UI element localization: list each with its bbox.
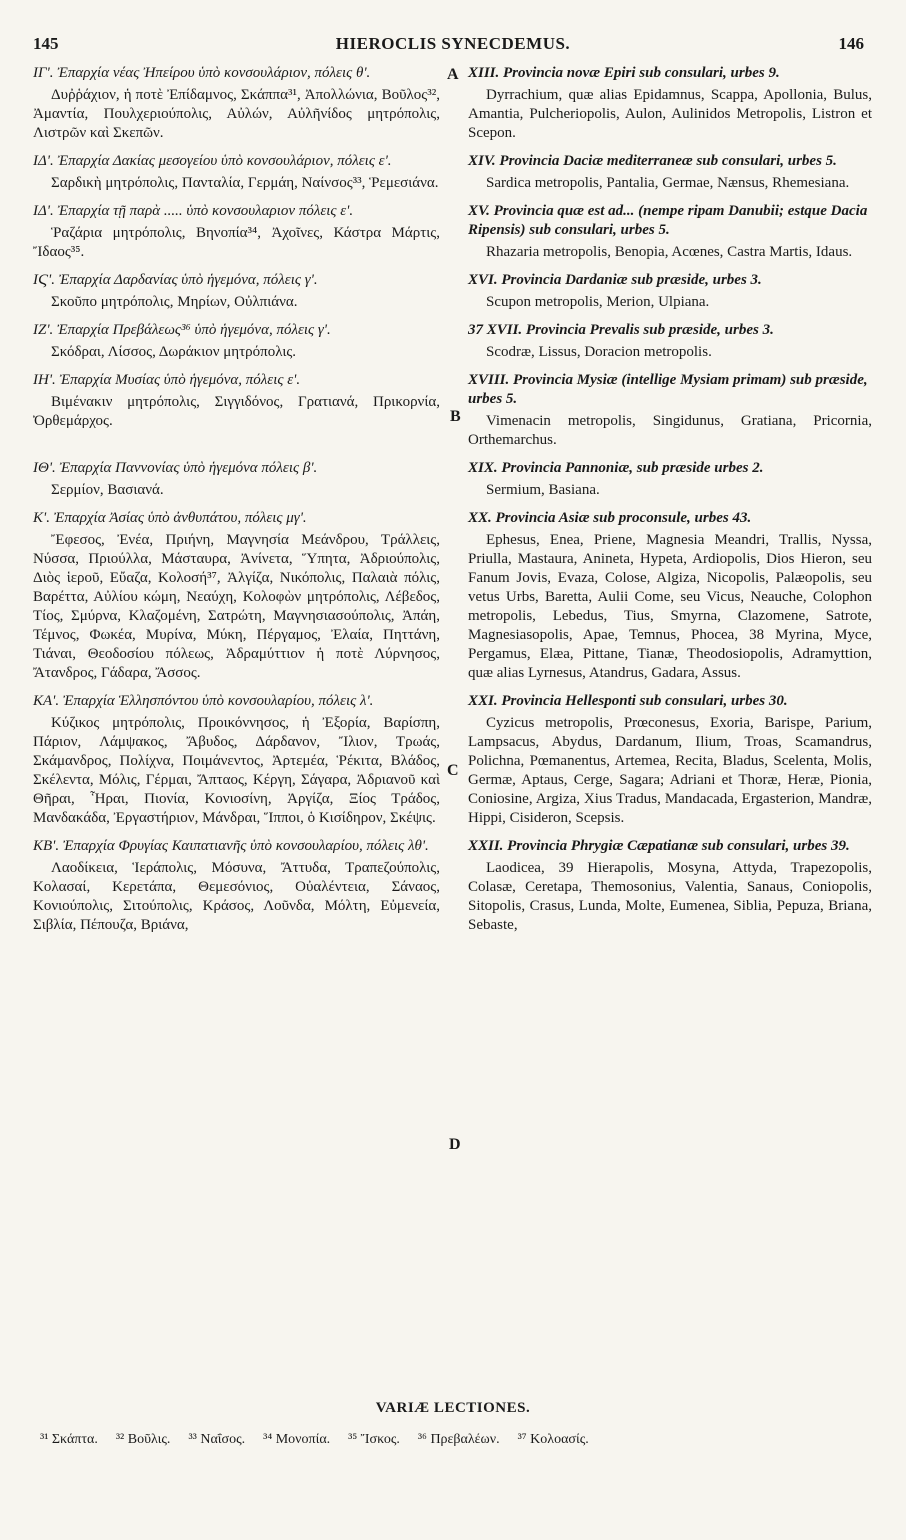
latin-section-heading: XVI. Provincia Dardaniæ sub præside, urbes 3. <box>468 272 762 288</box>
latin-section-body: Dyrrachium, quæ alias Epidamnus, Scappa, Apollonia, Bulus, Amantia, Pulcheriopolis, Aulon, Aulinidos Metropolis, Listron et Scepon. <box>468 87 872 141</box>
greek-section <box>33 64 440 143</box>
greek-section-heading: ΚΒ'. Ἐπαρχία Φρυγίας Καιπατιανῆς ὑπὸ κονσουλαρίου, πόλεις λθ'. <box>33 838 429 854</box>
greek-section-body: Βιμένακιν μητρόπολις, Σιγγιδόνος, Γρατιανά, Πρικορνία, Ὀρθεμάρχος. <box>33 394 440 429</box>
latin-section-heading: XV. Provincia quæ est ad... (nempe ripam Danubii; estque Dacia Ripensis) sub consulari, urbes 5. <box>468 203 868 238</box>
latin-section-heading: XX. Provincia Asiæ sub proconsule, urbes 43. <box>468 510 752 526</box>
latin-section-heading: XVIII. Provincia Mysiæ (intellige Mysiam primam) sub præside, urbes 5. <box>468 372 868 407</box>
greek-section-body: Σκοῦπο μητρόπολις, Μηρίων, Οὐλπιάνα. <box>51 294 298 310</box>
greek-section-heading: ΙΓ'. Ἐπαρχία νέας Ἠπείρου ὑπὸ κονσουλάριον, πόλεις θ'. <box>33 65 371 81</box>
greek-section <box>33 837 440 935</box>
variant-note: ³⁷ Κολοασίς. <box>517 1432 589 1447</box>
greek-section-body: Ἔφεσος, Ἐνέα, Πριήνη, Μαγνησία Μεάνδρου, Τράλλεις, Νύσσα, Πριούλλα, Μάσταυρα, Ἀνίνετα, Ὕπητα, Ἀδριούπολις, Διὸς ἱεροῦ, Εὔαζα, Κολοσή³⁷, Ἀλγίζα, Νικόπολις, Παλαιὰ πόλις, Βαρέττα, Αὐλίου κώμη, Νεαύχη, Κολοφὼν μητρόπολις, Λέβεδος, Τίος, Σμύρνα, Κλαζομένη, Σατρώτη, Μαγνησιασούπολις, Ἀπάη, Τέμνος, Φωκέα, Μυρίνα, Μύκη, Πέργαμος, Ἐλαία, Πηττάνη, Τιάναι, Θεοδοσίου πόλεως, Ἀδραμύττιον ἡ ποτὲ Λύρνησος, Ἄτανδρος, Γάδαρα, Ἄσσος. <box>33 532 440 681</box>
greek-section-heading: ΙΘ'. Ἐπαρχία Παννονίας ὑπὸ ἡγεμόνα πόλεις β'. <box>33 460 318 476</box>
greek-section <box>33 152 440 193</box>
variant-note: ³⁶ Πρεβαλέων. <box>417 1432 500 1447</box>
latin-section-body: Laodicea, 39 Hierapolis, Mosyna, Attyda, Trapezopolis, Colasæ, Ceretapa, Themosonius, Valentia, Sanaus, Coniopolis, Sitopolis, Crasus, Lunda, Molte, Eumenea, Siblia, Pepuza, Briana, Sebaste, <box>468 860 872 933</box>
variant-note: ³¹ Σκάπτα. <box>40 1432 98 1447</box>
latin-section-body: Vimenacin metropolis, Singidunus, Gratiana, Pricornia, Orthemarchus. <box>468 413 872 448</box>
margin-letter-a: A <box>447 66 459 83</box>
greek-section-heading: ΙϚ'. Ἐπαρχία Δαρδανίας ὑπὸ ἡγεμόνα, πόλεις γ'. <box>33 272 318 288</box>
greek-section-heading: ΚΑ'. Ἐπαρχία Ἑλλησπόντου ὑπὸ κονσουλαρίου, πόλεις λ'. <box>33 693 374 709</box>
variae-lectiones-notes <box>40 1432 880 1448</box>
greek-section <box>33 459 440 500</box>
latin-section <box>468 321 872 362</box>
greek-section-heading: ΙΗ'. Ἐπαρχία Μυσίας ὑπὸ ἡγεμόνα, πόλεις ε'. <box>33 372 301 388</box>
greek-section-body: Σερμίον, Βασιανά. <box>51 482 164 498</box>
greek-section <box>33 321 440 362</box>
running-title: HIEROCLIS SYNECDEMUS. <box>335 34 571 53</box>
latin-section-body: Cyzicus metropolis, Prœconesus, Exoria, Barispe, Parium, Lampsacus, Abydus, Dardanum, Ilium, Troas, Scamandrus, Polichna, Pœmanentus, Artemea, Recita, Bladus, Scelenta, Molis, Germæ, Aptaus, Cerge, Sagara; Adriani et Thoræ, Heræ, Pionia, Coniosine, Argiza, Xius Tradus, Mandacada, Ergasterion, Mandræ, Hippi, Cisideron, Scepsis. <box>468 715 872 826</box>
variant-note: ³⁵ Ἴσκος. <box>348 1432 400 1447</box>
margin-letter-b: B <box>450 408 461 425</box>
greek-section-heading: ΙΔ'. Ἐπαρχία τῇ παρὰ ..... ὑπὸ κονσουλαριον πόλεις ε'. <box>33 203 354 219</box>
greek-section-body: Λαοδίκεια, Ἱεράπολις, Μόσυνα, Ἄττυδα, Τραπεζούπολις, Κολασαί, Κερετάπα, Θεμεσόνιος, Οὐαλέντεια, Σάναος, Κονιούπολις, Σιτούπολις, Κράσος, Λοῦνδα, Μόλτη, Εὐμενεία, Σιβλία, Πέπουζα, Βριάνα, <box>33 860 440 933</box>
latin-section <box>468 692 872 828</box>
latin-section-heading: 37 XVII. Provincia Prevalis sub præside, urbes 3. <box>468 322 774 338</box>
latin-section <box>468 837 872 935</box>
greek-section <box>33 692 440 828</box>
greek-section-body: Δυῤῥάχιον, ἡ ποτὲ Ἐπίδαμνος, Σκάππα³¹, Ἀπολλώνια, Βοῦλος³², Ἀμαντία, Πουλχεριούπολις, Αὐλών, Αὐλῆνίδος μητρόπολις, Λιστρῶν καὶ Σκεπῶν. <box>33 87 440 141</box>
latin-section-heading: XIX. Provincia Pannoniæ, sub præside urbes 2. <box>468 460 764 476</box>
variant-note: ³⁴ Μονοπία. <box>263 1432 331 1447</box>
greek-section-body: Κύζικος μητρόπολις, Προικόννησος, ἡ Ἐξορία, Βαρίσπη, Πάριον, Λάμψακος, Ἄβυδος, Δάρδανον, Ἴλιον, Τρωάς, Σκάμανδρος, Πολίχνα, Ποιμάνεντος, Ἀρτεμέα, Ῥέκιτα, Βλάδος, Σκέλεντα, Μόλις, Γέρμαι, Ἄπταος, Κέργη, Σάγαρα, Ἀδριανοῦ καὶ Θῆραι, Ἧραι, Πιονία, Κονιοσίνη, Ἀργίζα, Ξίος Τράδος, Μανδακάδα, Ἐργαστήριον, Μάνδραι, Ἵπποι, ὁ Κισίδηρον, Σκέψις. <box>33 715 440 826</box>
latin-section-body: Ephesus, Enea, Priene, Magnesia Meandri, Trallis, Nyssa, Priulla, Mastaura, Anineta, Hypeta, Ardiopolis, Dios Hieron, seu Fanum Jovis, Evaza, Colose, Algiza, Nicopolis, Palæopolis, seu vetus Urbs, Baretta, Aulii Come, seu Vicus, Neauche, Colophon metropolis, Lebedus, Tius, Smyrna, Clazomene, Satrote, Magnesiasopolis, Apae, Temnus, Phocea, 38 Myrina, Myce, Pergamus, Elæa, Pittane, Tianæ, Theodosiopolis, Adramyttion, quæ alias Lyrnesus, Atandrus, Gadara, Assus. <box>468 532 872 681</box>
latin-section <box>468 271 872 312</box>
latin-section-heading: XIII. Provincia novæ Epiri sub consulari, urbes 9. <box>468 65 780 81</box>
variant-note: ³³ Ναΐσος. <box>188 1432 246 1447</box>
latin-section-heading: XXII. Provincia Phrygiæ Cæpatianæ sub consulari, urbes 39. <box>468 838 850 854</box>
variae-lectiones-title: VARIÆ LECTIONES. <box>375 1400 531 1416</box>
margin-letter-d: D <box>449 1136 461 1153</box>
margin-letter-c: C <box>447 762 459 779</box>
page-number-right: 146 <box>838 34 864 53</box>
greek-section <box>33 202 440 262</box>
page-number-left: 145 <box>33 34 59 53</box>
latin-column <box>468 64 872 935</box>
latin-section-body: Sardica metropolis, Pantalia, Germae, Nænsus, Rhemesiana. <box>486 175 850 191</box>
greek-column <box>33 64 440 935</box>
latin-section-heading: XIV. Provincia Daciæ mediterraneæ sub consulari, urbes 5. <box>468 153 837 169</box>
latin-section-heading: XXI. Provincia Hellesponti sub consulari, urbes 30. <box>468 693 788 709</box>
greek-section-heading: Κ'. Ἐπαρχία Ἀσίας ὑπὸ ἀνθυπάτου, πόλεις μγ'. <box>33 510 307 526</box>
greek-section-body: Ῥαζάρια μητρόπολις, Βηνοπία³⁴, Ἀχοῖνες, Κάστρα Μάρτις, Ἴδαος³⁵. <box>33 225 440 260</box>
latin-section-body: Scodræ, Lissus, Doracion metropolis. <box>486 344 712 360</box>
variant-note: ³² Βοῦλις. <box>115 1432 171 1447</box>
latin-section <box>468 371 872 450</box>
greek-section-heading: ΙΖ'. Ἐπαρχία Πρεβάλεως³⁶ ὑπὸ ἡγεμόνα, πόλεις γ'. <box>33 322 331 338</box>
greek-section-heading: ΙΔ'. Ἐπαρχία Δακίας μεσογείου ὑπὸ κονσουλάριον, πόλεις ε'. <box>33 153 392 169</box>
latin-section <box>468 459 872 500</box>
latin-section-body: Scupon metropolis, Merion, Ulpiana. <box>486 294 710 310</box>
greek-section <box>33 509 440 683</box>
latin-section <box>468 202 872 262</box>
greek-section-body: Σαρδικὴ μητρόπολις, Πανταλία, Γερμάη, Ναίνσος³³, Ῥεμεσιάνα. <box>51 175 439 191</box>
greek-section-body: Σκόδραι, Λίσσος, Δωράκιον μητρόπολις. <box>51 344 297 360</box>
latin-section-body: Rhazaria metropolis, Benopia, Acœnes, Castra Martis, Idaus. <box>486 244 853 260</box>
latin-section <box>468 64 872 143</box>
latin-section <box>468 152 872 193</box>
latin-section <box>468 509 872 683</box>
greek-section <box>33 271 440 312</box>
greek-section <box>33 371 440 431</box>
latin-section-body: Sermium, Basiana. <box>486 482 600 498</box>
